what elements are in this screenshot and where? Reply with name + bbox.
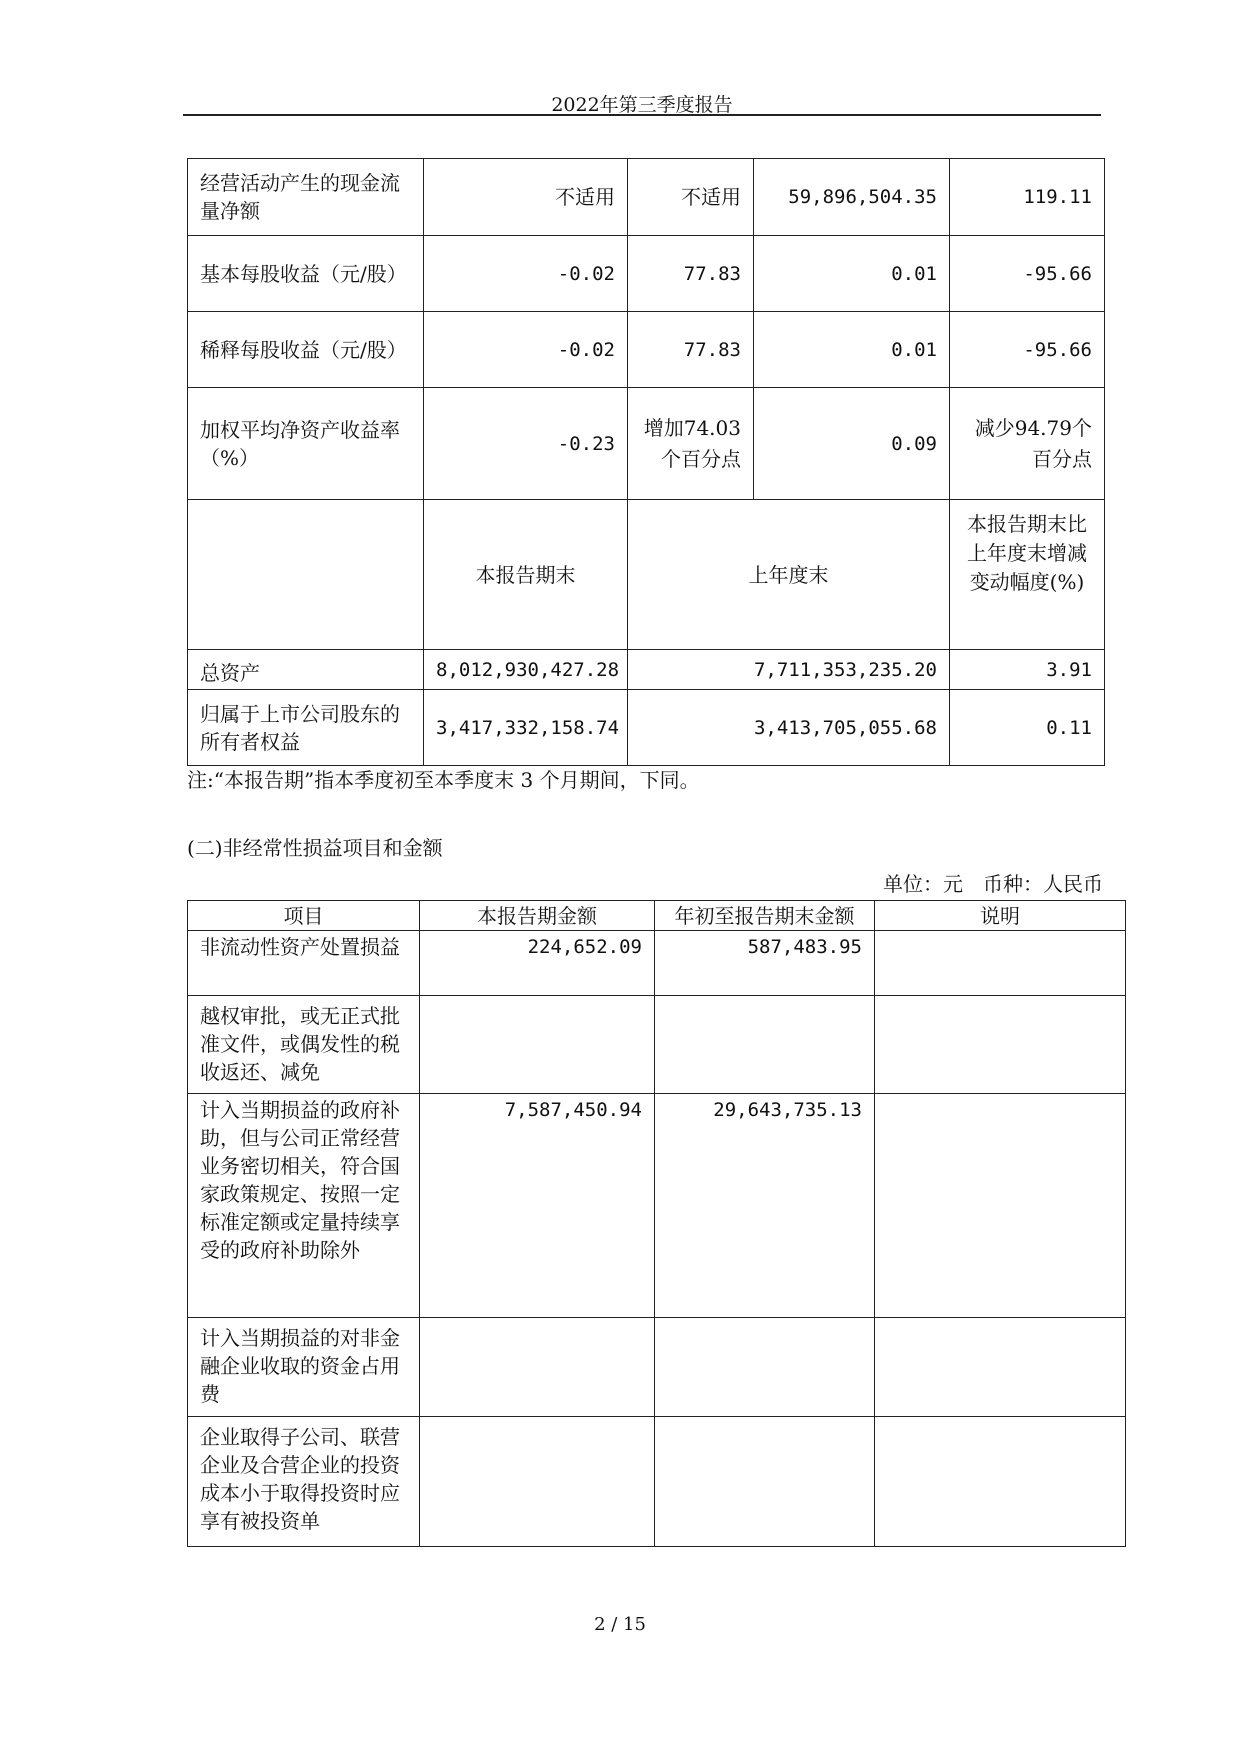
- item-label: 企业取得子公司、联营企业及合营企业的投资成本小于取得投资时应享有被投资单: [188, 1417, 420, 1547]
- cell-value: 0.01: [754, 312, 950, 388]
- column-header: 本报告期金额: [420, 901, 655, 931]
- table-row: [188, 650, 1105, 690]
- unit-currency-line: 单位：元 币种：人民币: [883, 872, 1103, 896]
- cell-value: 0.01: [754, 236, 950, 312]
- table-row: [188, 312, 1105, 388]
- table-row: [188, 1417, 1126, 1547]
- cell-value: -95.66: [950, 236, 1105, 312]
- page-number: 2 / 15: [594, 1614, 646, 1635]
- current-amount: [420, 996, 655, 1094]
- table-row: [188, 388, 1105, 500]
- table-row: [188, 236, 1105, 312]
- cell-value: -0.23: [424, 388, 628, 500]
- row-label: 稀释每股收益（元/股）: [188, 312, 424, 388]
- current-amount: 224,652.09: [420, 931, 655, 996]
- sub-header-row: [188, 500, 1105, 650]
- table-row: [188, 159, 1105, 236]
- table-row: [188, 690, 1105, 766]
- key-financial-data-table: [187, 158, 1105, 766]
- empty-cell: [188, 500, 424, 650]
- cell-value: 77.83: [628, 312, 754, 388]
- item-label: 计入当期损益的对非金融企业收取的资金占用费: [188, 1318, 420, 1417]
- cell-value: 不适用: [424, 159, 628, 236]
- cell-value: 增加74.03个百分点: [628, 388, 754, 500]
- table-row: [188, 1094, 1126, 1318]
- cell-value: 7,711,353,235.20: [628, 650, 950, 690]
- item-label: 计入当期损益的政府补助，但与公司正常经营业务密切相关，符合国家政策规定、按照一定标准定额或定量持续享受的政府补助除外: [188, 1094, 420, 1318]
- section-title: (二)非经常性损益项目和金额: [187, 836, 443, 860]
- column-header: 说明: [875, 901, 1126, 931]
- column-header: 上年度末: [628, 500, 950, 650]
- remark: [875, 1417, 1126, 1547]
- cell-value: 59,896,504.35: [754, 159, 950, 236]
- cell-value: 不适用: [628, 159, 754, 236]
- table-row: [188, 1318, 1126, 1417]
- remark: [875, 996, 1126, 1094]
- ytd-amount: 587,483.95: [655, 931, 875, 996]
- column-header: 年初至报告期末金额: [655, 901, 875, 931]
- row-label: 基本每股收益（元/股）: [188, 236, 424, 312]
- row-label: 归属于上市公司股东的所有者权益: [188, 690, 424, 766]
- row-label: 经营活动产生的现金流量净额: [188, 159, 424, 236]
- cell-value: -0.02: [424, 236, 628, 312]
- ytd-amount: [655, 1318, 875, 1417]
- header-rule: [183, 114, 1101, 116]
- table-row: [188, 931, 1126, 996]
- remark: [875, 1094, 1126, 1318]
- remark: [875, 931, 1126, 996]
- current-amount: 7,587,450.94: [420, 1094, 655, 1318]
- cell-value: 0.11: [950, 690, 1105, 766]
- non-recurring-items-table: [187, 900, 1126, 1547]
- cell-value: -95.66: [950, 312, 1105, 388]
- cell-value: 119.11: [950, 159, 1105, 236]
- ytd-amount: 29,643,735.13: [655, 1094, 875, 1318]
- table-note: 注:“本报告期”指本季度初至本季度末 3 个月期间，下同。: [187, 768, 700, 792]
- table-row: [188, 996, 1126, 1094]
- column-header: 本报告期末: [424, 500, 628, 650]
- ytd-amount: [655, 996, 875, 1094]
- cell-value: 3,417,332,158.74: [424, 690, 628, 766]
- cell-value: 8,012,930,427.28: [424, 650, 628, 690]
- cell-value: 3.91: [950, 650, 1105, 690]
- column-header: 项目: [188, 901, 420, 931]
- cell-value: -0.02: [424, 312, 628, 388]
- cell-value: 77.83: [628, 236, 754, 312]
- current-amount: [420, 1318, 655, 1417]
- ytd-amount: [655, 1417, 875, 1547]
- remark: [875, 1318, 1126, 1417]
- current-amount: [420, 1417, 655, 1547]
- column-header: 本报告期末比上年度末增减变动幅度(%): [950, 500, 1105, 650]
- page-header-title: 2022年第三季度报告: [551, 94, 733, 116]
- item-label: 非流动性资产处置损益: [188, 931, 420, 996]
- cell-value: 减少94.79个百分点: [950, 388, 1105, 500]
- row-label: 加权平均净资产收益率（%）: [188, 388, 424, 500]
- item-label: 越权审批，或无正式批准文件，或偶发性的税收返还、减免: [188, 996, 420, 1094]
- row-label: 总资产: [188, 650, 424, 690]
- cell-value: 3,413,705,055.68: [628, 690, 950, 766]
- cell-value: 0.09: [754, 388, 950, 500]
- header-row: [188, 901, 1126, 931]
